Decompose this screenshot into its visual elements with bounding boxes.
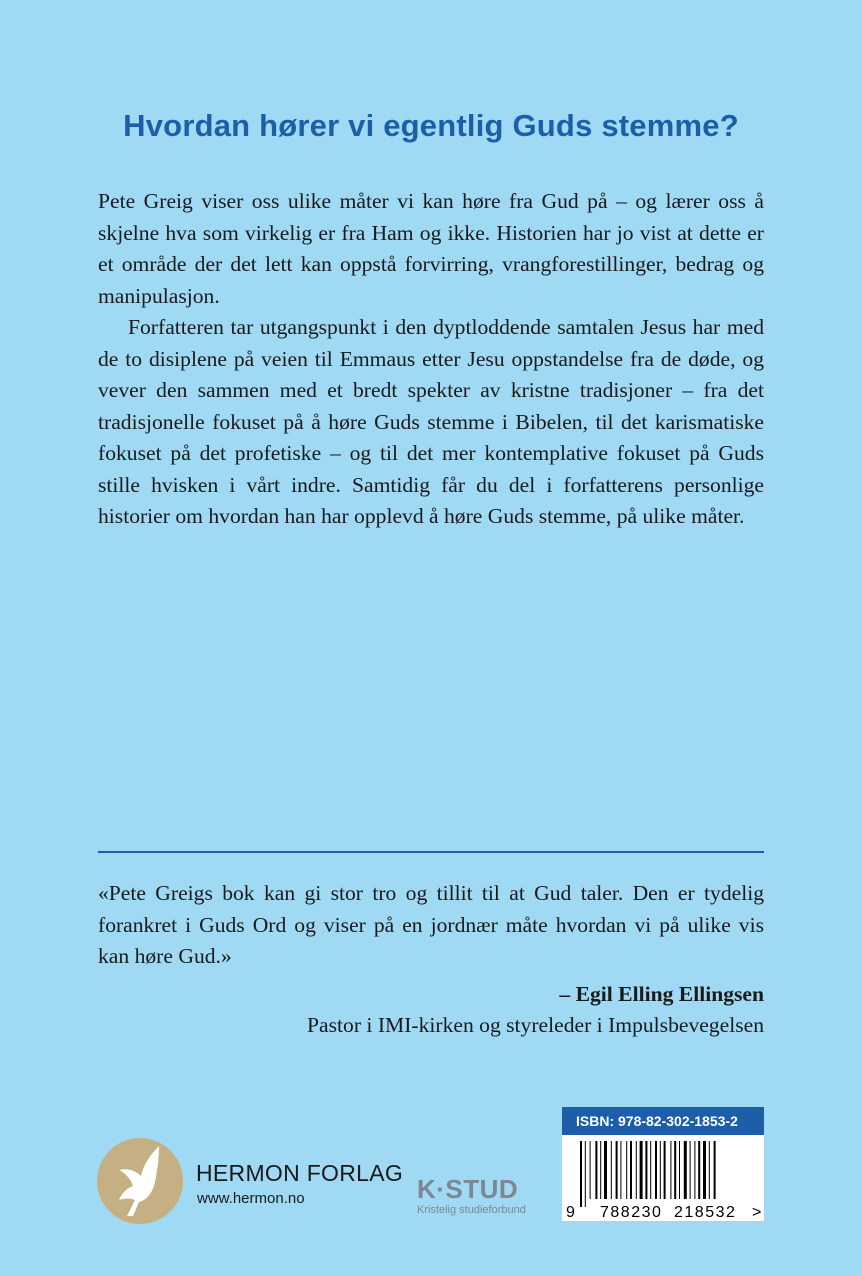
- barcode: [562, 1139, 764, 1221]
- endorsement-quote: «Pete Greigs bok kan gi stor tro og tillit til at Gud taler. Den er tydelig forankret i Guds Ord og viser på en jordnær måte hvordan vi på ulike vis kan høre Gud.»: [98, 881, 764, 968]
- barcode-bar: [709, 1141, 710, 1199]
- barcode-bar: [645, 1141, 647, 1199]
- barcode-bar: [585, 1141, 586, 1207]
- barcode-bar: [590, 1141, 591, 1199]
- barcode-bar: [670, 1141, 671, 1199]
- barcode-bar: [655, 1141, 657, 1199]
- endorsement-role: Pastor i IMI-kirken og styreleder i Impulsbevegelsen: [307, 1013, 764, 1037]
- kstud-logo: [417, 1176, 526, 1216]
- isbn-label: ISBN: 978-82-302-1853-2: [562, 1107, 764, 1135]
- kstud-name: K·STUD: [417, 1174, 519, 1204]
- barcode-bar: [620, 1141, 621, 1199]
- barcode-bar: [640, 1141, 643, 1199]
- barcode-bar: [616, 1141, 618, 1199]
- publisher-logo: [97, 1138, 183, 1224]
- barcode-bar: [650, 1141, 651, 1199]
- barcode-bar: [626, 1141, 627, 1199]
- publisher-url: www.hermon.no: [197, 1190, 305, 1207]
- barcode-bar: [694, 1141, 695, 1199]
- dove-icon: [97, 1138, 183, 1224]
- description: [98, 186, 764, 533]
- divider: [98, 851, 764, 853]
- endorsement-author: – Egil Elling Ellingsen: [559, 982, 764, 1006]
- kstud-tagline: Kristelig studieforbund: [417, 1204, 526, 1216]
- barcode-bar: [690, 1141, 691, 1199]
- description-paragraph-1: Pete Greig viser oss ulike måter vi kan høre fra Gud på – og lærer oss å skjelne hva som virkelig er fra Ham og ikke. Historien har jo vist at dette er et område der det lett kan oppstå forvirring, vrangforestillinger, bedrag og manipulasjon.: [98, 189, 764, 308]
- isbn-barcode-box: [562, 1107, 764, 1221]
- barcode-bar: [674, 1141, 676, 1199]
- publisher-name: HERMON FORLAG: [196, 1160, 404, 1186]
- barcode-bar: [630, 1141, 632, 1199]
- barcode-bar: [679, 1141, 680, 1199]
- barcode-bar: [595, 1141, 597, 1199]
- barcode-bar: [611, 1141, 612, 1199]
- barcode-bar: [660, 1141, 661, 1199]
- description-paragraph-2: Forfatteren tar utgangspunkt i den dyptloddende samtalen Jesus har med de to disiplene på veien til Emmaus etter Jesu oppstandelse fra de døde, og vever den sammen med et bredt spekter av kristne tradisjoner – fra det tradisjonelle fokuset på å høre Guds stemme i Bibelen, til det karismatiske fokuset på det profetiske – og til det mer kontemplative fokuset på Guds stille hvisken i vårt indre. Samtidig får du del i forfatterens personlige historier om hvordan han har opplevd å høre Guds stemme, på ulike måter.: [98, 315, 764, 528]
- barcode-bar: [580, 1141, 582, 1207]
- barcode-right-digits: 218532: [674, 1204, 737, 1221]
- barcode-bar: [698, 1141, 700, 1199]
- barcode-bar: [714, 1141, 716, 1199]
- page-title: Hvordan hører vi egentlig Guds stemme?: [123, 108, 739, 143]
- barcode-bar: [636, 1141, 637, 1199]
- barcode-left-digits: 788230: [600, 1204, 663, 1221]
- barcode-lead-digit: 9: [566, 1204, 575, 1221]
- barcode-bar: [664, 1141, 666, 1199]
- barcode-bar: [684, 1141, 687, 1199]
- barcode-end-mark: >: [752, 1204, 762, 1221]
- barcode-bar: [600, 1141, 601, 1199]
- barcode-bar: [604, 1141, 607, 1199]
- barcode-bar: [703, 1141, 706, 1199]
